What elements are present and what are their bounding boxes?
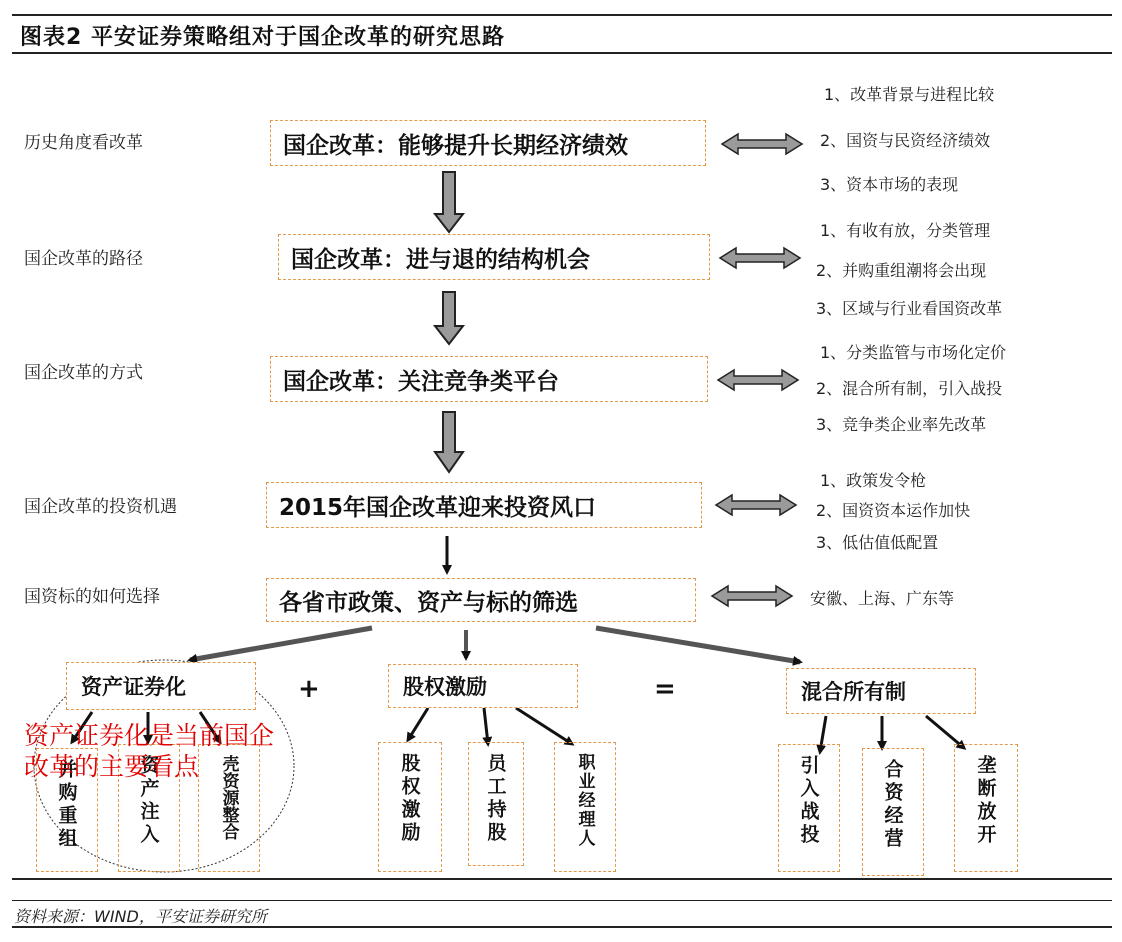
- fan-arrow-left: [190, 628, 372, 660]
- sub-label-2-1: 股权激励: [398, 753, 421, 845]
- sub-label-2-3: 职业经理人: [574, 753, 595, 848]
- point-2-1: 1、有收有放，分类管理: [820, 221, 991, 240]
- sub-box-3-1: [778, 744, 840, 872]
- category-box-3: 混合所有制: [786, 668, 976, 714]
- down-arrow-3: [435, 412, 463, 472]
- point-3-1: 1、分类监管与市场化定价: [820, 343, 1007, 362]
- point-4-1: 1、政策发令枪: [820, 471, 927, 490]
- sub-label-1-3: 壳资源整合: [218, 755, 239, 840]
- sub-box-3-3: [954, 744, 1018, 872]
- point-4-3: 3、低估值低配置: [816, 533, 939, 552]
- plus-sign: +: [298, 674, 320, 704]
- row-label-5: 国资标的如何选择: [24, 587, 160, 607]
- double-arrow-1: [722, 134, 802, 154]
- main-box-4: 2015年国企改革迎来投资风口: [266, 482, 702, 528]
- row-label-4: 国企改革的投资机遇: [24, 497, 177, 517]
- double-arrow-5: [712, 586, 792, 606]
- down-arrow-2: [435, 292, 463, 344]
- point-1-2: 2、国资与民资经济绩效: [820, 131, 991, 150]
- down-arrow-1: [435, 172, 463, 232]
- double-arrow-2: [720, 248, 800, 268]
- sub-arrow-2a: [408, 708, 428, 740]
- point-3-2: 2、混合所有制，引入战投: [816, 379, 1003, 398]
- sub-box-2-2: [468, 742, 524, 866]
- sub-label-2-2: 员工持股: [484, 753, 507, 845]
- source-note: 资料来源：WIND，平安证券研究所: [14, 907, 267, 926]
- point-5-1: 安徽、上海、广东等: [810, 589, 955, 608]
- point-2-3: 3、区域与行业看国资改革: [816, 299, 1003, 318]
- sub-label-1-2: 资产注入: [137, 755, 160, 847]
- sub-box-2-3: [554, 742, 616, 872]
- point-3-3: 3、竞争类企业率先改革: [816, 415, 987, 434]
- main-box-1: 国企改革：能够提升长期经济绩效: [270, 120, 706, 166]
- row-label-1: 历史角度看改革: [24, 133, 143, 153]
- point-1-3: 3、资本市场的表现: [820, 175, 959, 194]
- sub-box-2-1: [378, 742, 442, 872]
- sub-label-3-1: 引入战投: [797, 755, 820, 847]
- main-box-5: 各省市政策、资产与标的筛选: [266, 578, 696, 622]
- sub-box-3-2: [862, 748, 924, 876]
- sub-label-3-2: 合资经营: [881, 759, 904, 851]
- point-1-1: 1、改革背景与进程比较: [824, 85, 995, 104]
- row-label-2: 国企改革的路径: [24, 249, 143, 269]
- highlight-annotation: 资产证券化是当前国企改革的主要看点: [24, 721, 275, 781]
- row-label-3: 国企改革的方式: [24, 363, 143, 383]
- double-arrow-4: [716, 495, 796, 515]
- figure-title: 图表2 平安证券策略组对于国企改革的研究思路: [20, 25, 505, 50]
- footer-divider-bottom: [12, 926, 1112, 928]
- main-box-3: 国企改革：关注竞争类平台: [270, 356, 708, 402]
- point-4-2: 2、国资资本运作加快: [816, 501, 971, 520]
- main-box-2: 国企改革：进与退的结构机会: [278, 234, 710, 280]
- fan-arrow-right: [596, 628, 800, 662]
- sub-arrow-2c: [516, 708, 572, 744]
- footer-divider: [12, 900, 1112, 901]
- equals-sign: =: [654, 674, 676, 704]
- point-2-2: 2、并购重组潮将会出现: [816, 261, 987, 280]
- sub-label-1-1: 并购重组: [55, 759, 78, 851]
- footer-divider-top: [12, 878, 1112, 880]
- double-arrow-3: [718, 370, 798, 390]
- category-box-1: 资产证券化: [66, 662, 256, 710]
- category-box-2: 股权激励: [388, 664, 578, 708]
- sub-label-3-3: 垄断放开: [974, 755, 997, 847]
- sub-arrow-2b: [484, 708, 488, 744]
